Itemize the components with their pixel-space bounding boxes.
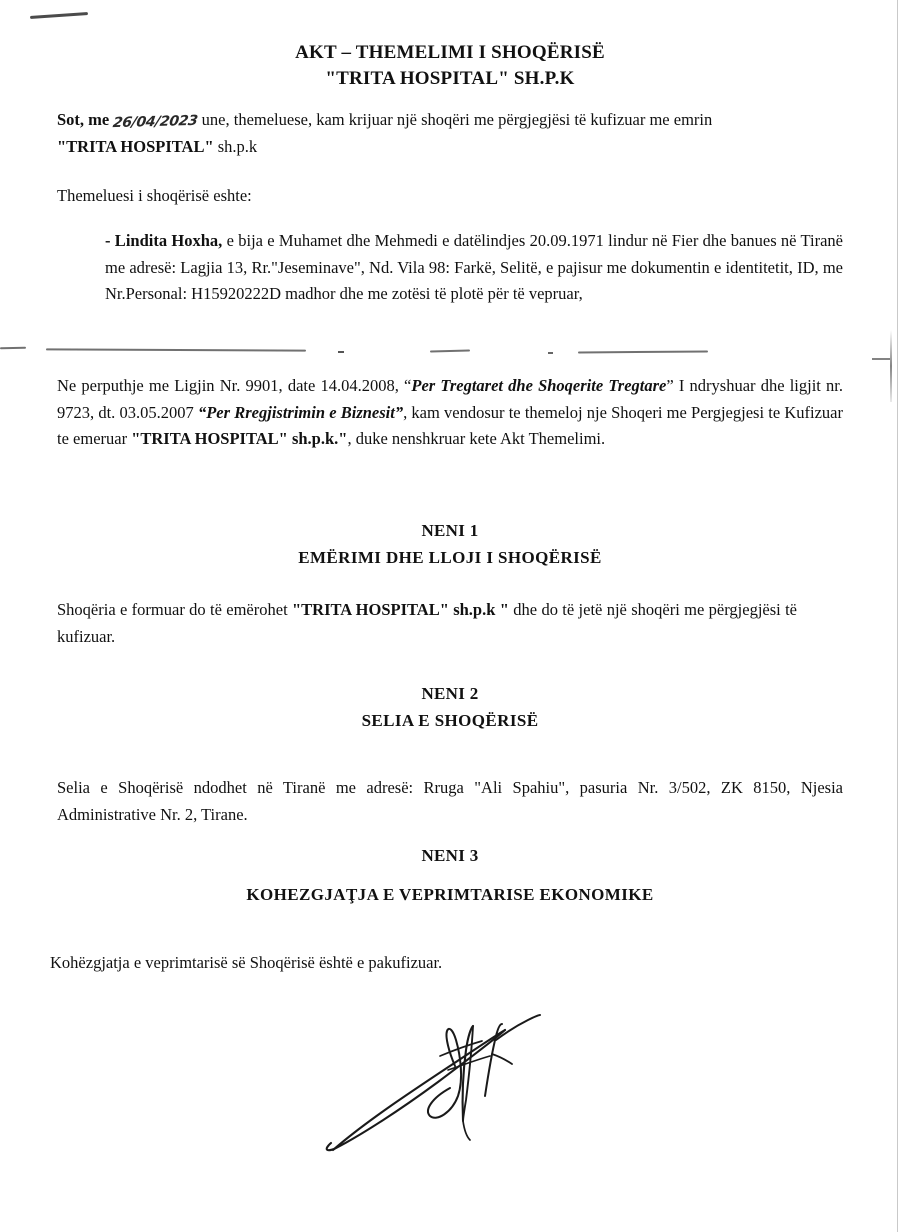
opening-company-name: "TRITA HOSPITAL" — [57, 136, 214, 156]
page-edge-tick-artifact — [872, 358, 890, 360]
article-1-title: EMËRIMI DHE LLOJI I SHOQËRISË — [298, 548, 602, 567]
fold-line-artifact — [0, 347, 26, 350]
opening-paragraph — [57, 107, 847, 160]
opening-prefix: Sot, me — [57, 110, 114, 129]
legal-basis-part-4: , duke nenshkruar kete Akt Themelimi. — [347, 429, 606, 449]
fold-line-artifact — [338, 351, 344, 353]
legal-basis-part-3: , kam vendosur te themeloj nje Shoqeri me Pergjegjesi te Kufizuar te emeruar — [57, 402, 843, 449]
article-3-body: Kohëzgjatja e veprimtarisë së Shoqërisë është e pakufizuar. — [50, 953, 443, 972]
article-2-title: SELIA E SHOQËRISË — [361, 711, 539, 730]
law-title-biznesit: “Per Rregjistrimin e Biznesit” — [197, 402, 404, 422]
page-right-border — [897, 0, 898, 1232]
law-title-tregtaret: Per Tregtaret dhe Shoqerite Tregtare — [411, 376, 667, 395]
fold-line-artifact — [578, 351, 708, 354]
article-1-body-prefix: Shoqëria e formuar do të emërohet — [57, 600, 293, 619]
article-2-body: Selia e Shoqërisë ndodhet në Tiranë me adresë: Rruga "Ali Spahiu", pasuria Nr. 3/502, ZK 8150, Njesia Administrative Nr. 2, Tirane. — [57, 778, 843, 824]
handwritten-signature — [300, 1000, 560, 1180]
legal-basis-paragraph — [57, 373, 843, 453]
legal-basis-part-2: ” I ndryshuar dhe ligjit nr. 9723, dt. 03.05.2007 — [57, 376, 844, 422]
page-edge-line-artifact — [890, 330, 892, 402]
article-1-number: NENI 1 — [421, 521, 479, 540]
fold-line-artifact — [430, 349, 470, 352]
fold-line-artifact — [548, 352, 553, 354]
legal-basis-part-1: Ne perputhje me Ligjin Nr. 9901, date 14.04.2008, “ — [57, 376, 412, 395]
document-title-line-2: "TRITA HOSPITAL" SH.P.K — [325, 67, 575, 89]
article-2-number: NENI 2 — [421, 684, 479, 703]
founder-details-body: e bija e Muhamet dhe Mehmedi e datëlindjes 20.09.1971 lindur në Fier dhe banues në Tiranë me adresë: Lagjia 13, Rr."Jeseminave", Nd. Vila 98: Farkë, Selitë, e pajisur me dokumentin e identitetit, ID, me Nr.Personal: H15920222D madhor dhe me zotësi të plotë për të vepruar, — [105, 231, 843, 304]
document-title — [0, 40, 900, 91]
founder-intro: Themeluesi i shoqërisë eshte: — [57, 186, 252, 205]
opening-company-suffix: sh.p.k — [213, 136, 258, 156]
article-1-company-name: "TRITA HOSPITAL" sh.p.k " — [292, 600, 509, 619]
signature-strokes — [300, 1000, 560, 1180]
fold-line-artifact — [46, 348, 306, 351]
founder-name: - Lindita Hoxha, — [105, 231, 223, 250]
article-1-body — [57, 597, 797, 650]
founder-details-paragraph — [105, 228, 843, 308]
article-1-body-suffix: dhe do të jetë një shoqëri me përgjegjësi të kufizuar. — [57, 600, 797, 646]
handwritten-date: 26/04/2023 — [112, 112, 199, 132]
scan-corner-mark-artifact — [30, 12, 88, 19]
article-3-title: KOHEZGJAŢJA E VEPRIMTARISE EKONOMIKE — [246, 885, 654, 904]
document-title-line-1: AKT – THEMELIMI I SHOQËRISË — [295, 42, 605, 63]
opening-suffix: une, themeluese, kam krijuar një shoqëri me përgjegjësi të kufizuar me emrin — [197, 110, 713, 129]
legal-basis-company-name: "TRITA HOSPITAL" sh.p.k." — [131, 429, 348, 449]
article-3-number: NENI 3 — [421, 846, 479, 865]
